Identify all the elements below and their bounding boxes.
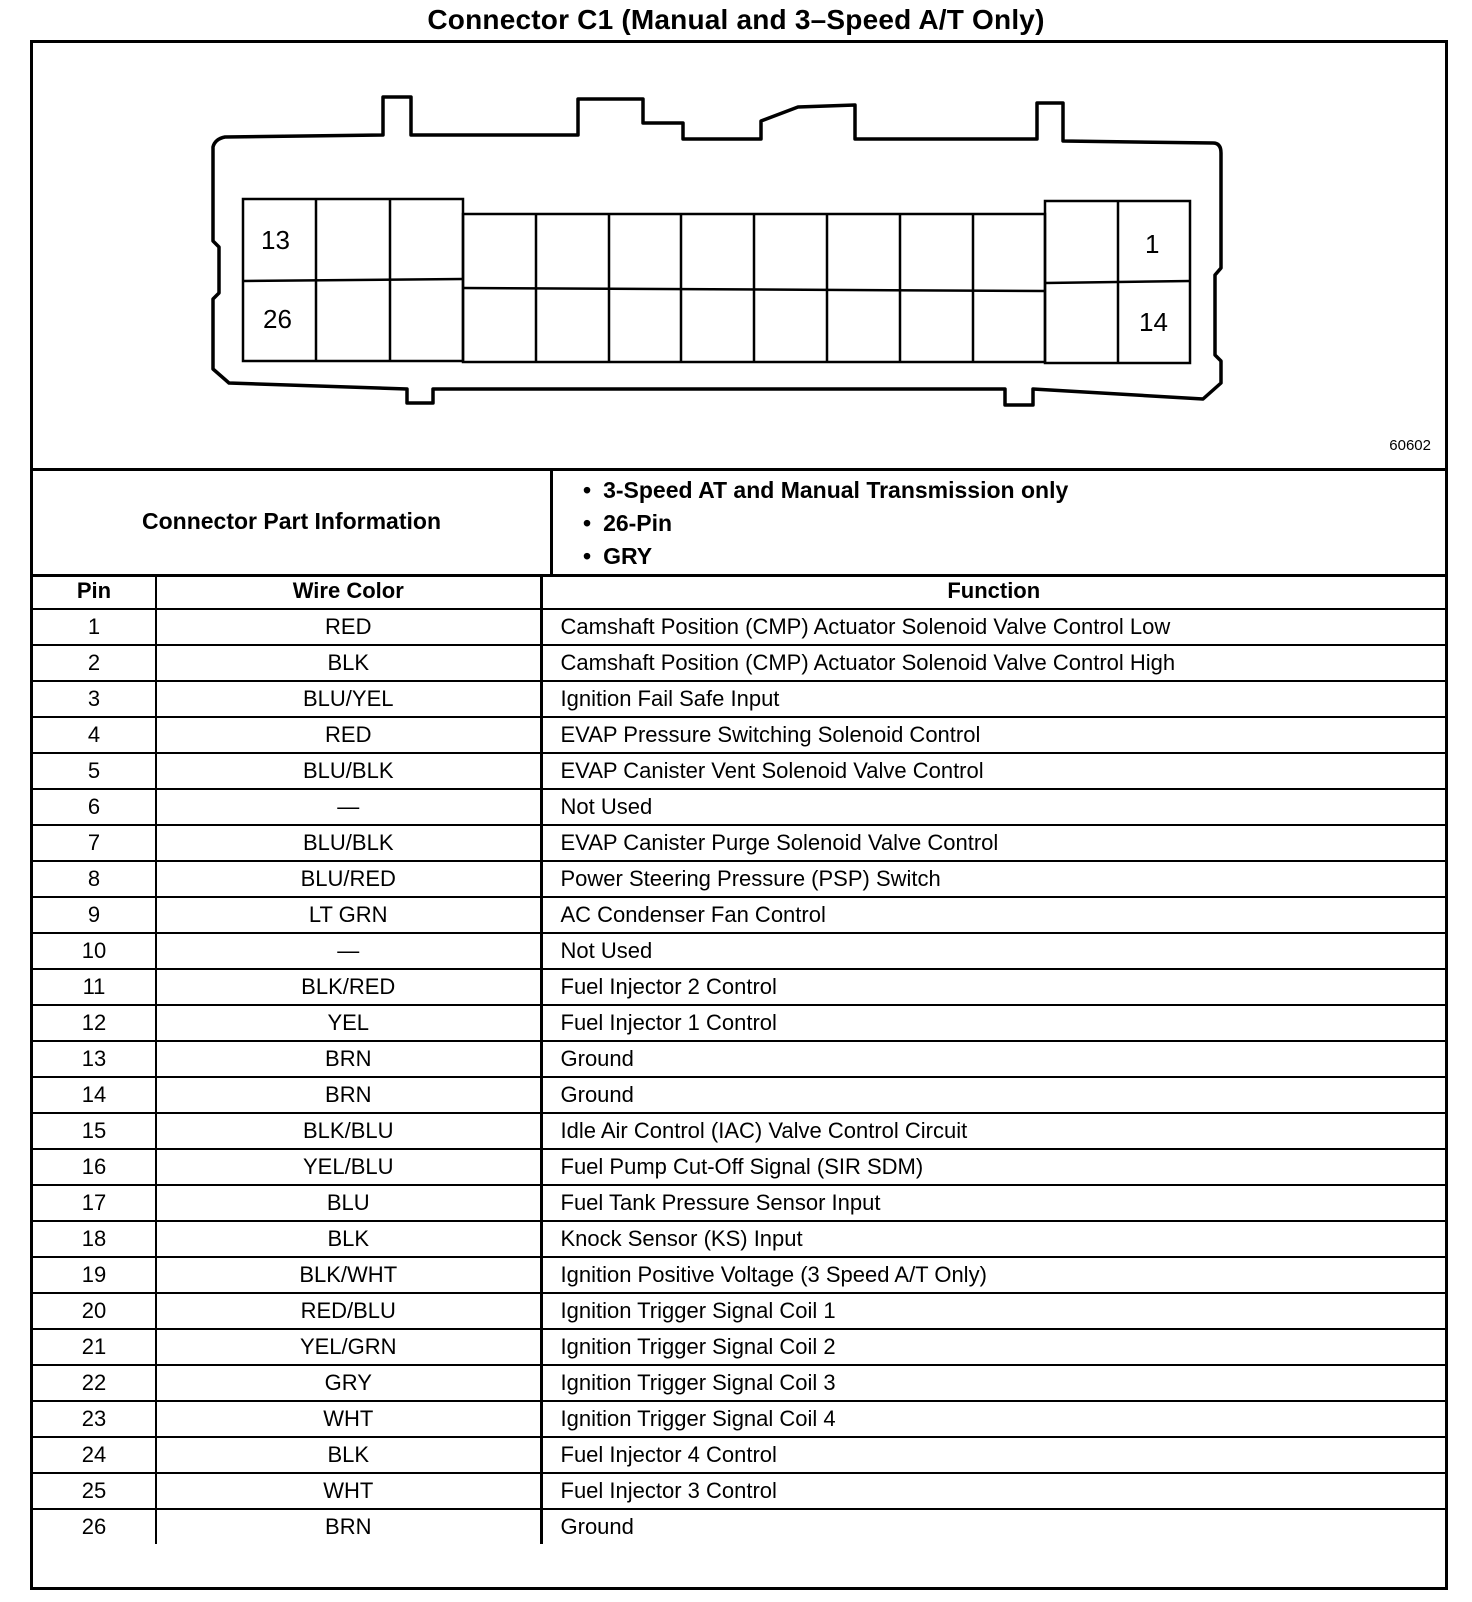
wire-color-cell: LT GRN bbox=[156, 897, 541, 933]
function-cell: Fuel Injector 3 Control bbox=[541, 1473, 1445, 1509]
table-row bbox=[33, 1401, 1445, 1437]
function-cell: Ignition Trigger Signal Coil 4 bbox=[541, 1401, 1445, 1437]
pin-cell: 5 bbox=[33, 753, 156, 789]
pin-table-header bbox=[33, 574, 1445, 609]
cavity-label-1: 1 bbox=[1145, 229, 1160, 259]
pin-cell: 9 bbox=[33, 897, 156, 933]
wire-color-cell: GRY bbox=[156, 1365, 541, 1401]
function-cell: Ignition Trigger Signal Coil 3 bbox=[541, 1365, 1445, 1401]
part-info-list bbox=[583, 474, 1068, 573]
function-cell: Fuel Tank Pressure Sensor Input bbox=[541, 1185, 1445, 1221]
table-row bbox=[33, 609, 1445, 645]
pin-cell: 17 bbox=[33, 1185, 156, 1221]
part-info-item: • 3-Speed AT and Manual Transmission only bbox=[583, 474, 1068, 507]
function-cell: EVAP Canister Vent Solenoid Valve Control bbox=[541, 753, 1445, 789]
wire-color-cell: BRN bbox=[156, 1041, 541, 1077]
table-row bbox=[33, 1005, 1445, 1041]
function-cell: Idle Air Control (IAC) Valve Control Circuit bbox=[541, 1113, 1445, 1149]
function-cell: Power Steering Pressure (PSP) Switch bbox=[541, 861, 1445, 897]
wire-color-cell: BLU/BLK bbox=[156, 825, 541, 861]
pin-cell: 6 bbox=[33, 789, 156, 825]
table-row bbox=[33, 789, 1445, 825]
pin-cell: 2 bbox=[33, 645, 156, 681]
pin-cell: 12 bbox=[33, 1005, 156, 1041]
header-pin: Pin bbox=[33, 574, 156, 609]
function-cell: Camshaft Position (CMP) Actuator Solenoid Valve Control High bbox=[541, 645, 1445, 681]
table-row bbox=[33, 969, 1445, 1005]
wire-color-cell: BLK bbox=[156, 1221, 541, 1257]
pin-cell: 13 bbox=[33, 1041, 156, 1077]
figure-id: 60602 bbox=[1389, 437, 1431, 454]
part-info-item: • 26-Pin bbox=[583, 507, 1068, 540]
function-cell: Fuel Injector 2 Control bbox=[541, 969, 1445, 1005]
table-row bbox=[33, 1257, 1445, 1293]
function-cell: Ground bbox=[541, 1077, 1445, 1113]
table-row bbox=[33, 1437, 1445, 1473]
wire-color-cell: WHT bbox=[156, 1401, 541, 1437]
wire-color-cell: BLK/RED bbox=[156, 969, 541, 1005]
pin-cell: 21 bbox=[33, 1329, 156, 1365]
pin-cell: 16 bbox=[33, 1149, 156, 1185]
cavity-label-13: 13 bbox=[261, 225, 290, 255]
table-row bbox=[33, 1221, 1445, 1257]
cavity-label-26: 26 bbox=[263, 304, 292, 334]
table-row bbox=[33, 1293, 1445, 1329]
connector-sheet bbox=[30, 40, 1448, 1590]
function-cell: EVAP Pressure Switching Solenoid Control bbox=[541, 717, 1445, 753]
pin-table bbox=[33, 574, 1445, 1544]
function-cell: Camshaft Position (CMP) Actuator Solenoid Valve Control Low bbox=[541, 609, 1445, 645]
header-wire-color: Wire Color bbox=[156, 574, 541, 609]
table-row bbox=[33, 681, 1445, 717]
pin-cell: 18 bbox=[33, 1221, 156, 1257]
table-row bbox=[33, 933, 1445, 969]
table-row bbox=[33, 645, 1445, 681]
pin-cell: 23 bbox=[33, 1401, 156, 1437]
function-cell: EVAP Canister Purge Solenoid Valve Control bbox=[541, 825, 1445, 861]
wire-color-cell: BLU/YEL bbox=[156, 681, 541, 717]
table-row bbox=[33, 825, 1445, 861]
function-cell: Fuel Injector 1 Control bbox=[541, 1005, 1445, 1041]
pin-cell: 7 bbox=[33, 825, 156, 861]
wire-color-cell: YEL/BLU bbox=[156, 1149, 541, 1185]
wire-color-cell: BLU bbox=[156, 1185, 541, 1221]
wire-color-cell: YEL bbox=[156, 1005, 541, 1041]
table-row bbox=[33, 1509, 1445, 1544]
cavity-label-14: 14 bbox=[1139, 307, 1168, 337]
part-info-label: Connector Part Information bbox=[33, 468, 553, 574]
pin-cell: 10 bbox=[33, 933, 156, 969]
table-row bbox=[33, 1149, 1445, 1185]
function-cell: Ignition Trigger Signal Coil 1 bbox=[541, 1293, 1445, 1329]
table-row bbox=[33, 1077, 1445, 1113]
pin-cell: 25 bbox=[33, 1473, 156, 1509]
wire-color-cell: BLK/BLU bbox=[156, 1113, 541, 1149]
wire-color-cell: RED/BLU bbox=[156, 1293, 541, 1329]
pin-cell: 15 bbox=[33, 1113, 156, 1149]
wire-color-cell: RED bbox=[156, 717, 541, 753]
wire-color-cell: BLU/RED bbox=[156, 861, 541, 897]
pin-cell: 24 bbox=[33, 1437, 156, 1473]
function-cell: Ignition Trigger Signal Coil 2 bbox=[541, 1329, 1445, 1365]
wire-color-cell: YEL/GRN bbox=[156, 1329, 541, 1365]
table-row bbox=[33, 1365, 1445, 1401]
pin-cell: 4 bbox=[33, 717, 156, 753]
table-row bbox=[33, 897, 1445, 933]
part-info-item: • GRY bbox=[583, 540, 1068, 573]
table-row bbox=[33, 1113, 1445, 1149]
wire-color-cell: BLU/BLK bbox=[156, 753, 541, 789]
table-row bbox=[33, 717, 1445, 753]
function-cell: Fuel Injector 4 Control bbox=[541, 1437, 1445, 1473]
wire-color-cell: BLK bbox=[156, 645, 541, 681]
wire-color-cell: — bbox=[156, 789, 541, 825]
connector-diagram bbox=[33, 43, 1445, 471]
wire-color-cell: BLK/WHT bbox=[156, 1257, 541, 1293]
wire-color-cell: — bbox=[156, 933, 541, 969]
wire-color-cell: BRN bbox=[156, 1077, 541, 1113]
wire-color-cell: BRN bbox=[156, 1509, 541, 1544]
pin-cell: 26 bbox=[33, 1509, 156, 1544]
pin-cell: 20 bbox=[33, 1293, 156, 1329]
pin-cell: 11 bbox=[33, 969, 156, 1005]
table-row bbox=[33, 1329, 1445, 1365]
pin-cell: 3 bbox=[33, 681, 156, 717]
connector-housing-outline bbox=[213, 97, 1221, 405]
wire-color-cell: WHT bbox=[156, 1473, 541, 1509]
table-row bbox=[33, 1041, 1445, 1077]
function-cell: Ground bbox=[541, 1509, 1445, 1544]
function-cell: Ignition Fail Safe Input bbox=[541, 681, 1445, 717]
function-cell: Not Used bbox=[541, 789, 1445, 825]
wire-color-cell: BLK bbox=[156, 1437, 541, 1473]
table-row bbox=[33, 753, 1445, 789]
function-cell: Knock Sensor (KS) Input bbox=[541, 1221, 1445, 1257]
wire-color-cell: RED bbox=[156, 609, 541, 645]
table-row bbox=[33, 1185, 1445, 1221]
page-title: Connector C1 (Manual and 3–Speed A/T Only) bbox=[427, 4, 1045, 35]
pin-cell: 19 bbox=[33, 1257, 156, 1293]
connector-face-drawing bbox=[33, 43, 1445, 465]
pin-cell: 8 bbox=[33, 861, 156, 897]
function-cell: Not Used bbox=[541, 933, 1445, 969]
function-cell: Ground bbox=[541, 1041, 1445, 1077]
pin-cell: 22 bbox=[33, 1365, 156, 1401]
connector-part-info bbox=[33, 468, 1445, 577]
function-cell: Ignition Positive Voltage (3 Speed A/T Only) bbox=[541, 1257, 1445, 1293]
pin-cell: 1 bbox=[33, 609, 156, 645]
table-row bbox=[33, 861, 1445, 897]
table-row bbox=[33, 1473, 1445, 1509]
header-function: Function bbox=[541, 574, 1445, 609]
function-cell: Fuel Pump Cut-Off Signal (SIR SDM) bbox=[541, 1149, 1445, 1185]
pin-cell: 14 bbox=[33, 1077, 156, 1113]
function-cell: AC Condenser Fan Control bbox=[541, 897, 1445, 933]
